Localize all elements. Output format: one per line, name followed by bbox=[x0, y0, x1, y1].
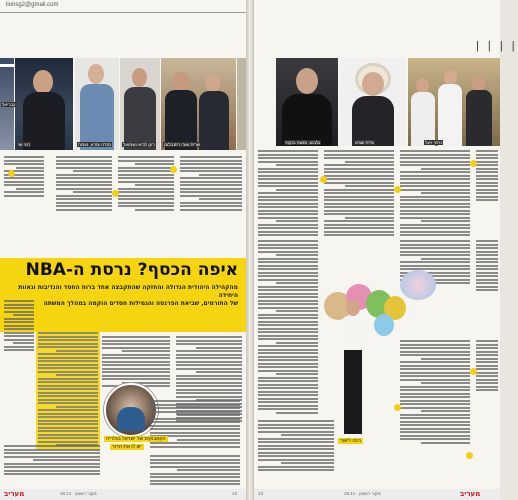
text-column bbox=[150, 455, 240, 487]
bullet-dot bbox=[466, 452, 473, 459]
bullet-dot bbox=[170, 166, 177, 173]
bullet-dot bbox=[394, 404, 401, 411]
article-subhead: מהקהילה היהודית הגדולה והחזקה שהתקבצה אחד ברוח החסד והנדיבות וגאוות היחידה bbox=[18, 284, 238, 299]
circle-caption: יש לו את הדור bbox=[112, 444, 142, 450]
text-column bbox=[4, 300, 34, 353]
text-column bbox=[4, 156, 44, 198]
highlight-column bbox=[36, 330, 100, 450]
page-footer bbox=[0, 489, 246, 500]
photo-caption: גלית שגיא bbox=[355, 140, 374, 145]
text-column bbox=[258, 240, 318, 415]
footer-meta: מקור ראשון · 18.11 bbox=[60, 491, 97, 496]
text-column bbox=[102, 336, 170, 389]
page-spine bbox=[246, 0, 254, 500]
text-column bbox=[180, 156, 242, 212]
photo-caption: שרית ואבי רוזנבלום bbox=[164, 142, 201, 147]
circle-caption: הקאבוקים של ישראל בגלריה bbox=[106, 436, 166, 442]
balloon bbox=[374, 314, 394, 336]
text-column bbox=[476, 240, 498, 293]
right-page bbox=[254, 0, 518, 500]
bullet-dot bbox=[470, 368, 477, 375]
text-column bbox=[476, 150, 498, 203]
woman-figure bbox=[342, 316, 364, 350]
photo-caption: גבריאל bbox=[2, 102, 16, 107]
photo-5 bbox=[161, 58, 236, 150]
photo-woman bbox=[340, 58, 406, 146]
text-column bbox=[258, 150, 318, 238]
text-column bbox=[118, 156, 174, 212]
paper-logo: מעריב bbox=[460, 490, 481, 498]
balloon-caption: נינה ליאור bbox=[340, 438, 361, 444]
page-number: 13 bbox=[258, 491, 264, 496]
bullet-dot bbox=[8, 170, 15, 177]
bullet-dot bbox=[112, 190, 119, 197]
paper-logo: מעריב bbox=[4, 490, 25, 498]
bullet-dot bbox=[470, 160, 477, 167]
text-column bbox=[400, 340, 470, 445]
left-page bbox=[0, 0, 246, 500]
page-footer bbox=[254, 489, 500, 500]
photo-caption: כרמי ויעל bbox=[425, 140, 443, 145]
photo-2 bbox=[15, 58, 73, 150]
text-column bbox=[258, 420, 334, 473]
photo-caption: רונן לביא ושמואל bbox=[123, 142, 155, 147]
bullet-dot bbox=[320, 176, 327, 183]
bullet-dot bbox=[394, 186, 401, 193]
balloon-cluster bbox=[400, 270, 436, 300]
article-headline: איפה הכסף? נרסת ה-NBA bbox=[25, 260, 238, 280]
photo-6 bbox=[237, 58, 246, 150]
text-column bbox=[324, 150, 394, 238]
photo-4 bbox=[120, 58, 160, 150]
woman-figure bbox=[344, 350, 362, 434]
section-marks: | | | | bbox=[476, 40, 518, 52]
woman-figure bbox=[346, 300, 360, 316]
text-column bbox=[56, 156, 112, 212]
article-subhead: של התורמים, שביאת הפרנסה והגמילות חסדים הוקמה במהלך המשתה bbox=[43, 300, 238, 307]
text-column bbox=[4, 445, 100, 477]
footer-meta: מקור ראשון · 18.11 bbox=[344, 491, 381, 496]
header-rule bbox=[0, 12, 246, 13]
photo-bald-man bbox=[276, 58, 338, 146]
photo-caption: גלבוע, ומשה בוקאי bbox=[285, 140, 321, 145]
photo-3 bbox=[75, 58, 119, 150]
photo-caption: סנדה עזרא, נעמה bbox=[78, 142, 112, 147]
email-text: lionsg2@gmail.com bbox=[6, 2, 59, 8]
photo-group bbox=[408, 58, 500, 146]
text-column bbox=[400, 150, 470, 238]
page-number: 12 bbox=[232, 491, 238, 496]
text-column bbox=[476, 340, 498, 393]
photo-caption: רוני שי bbox=[18, 142, 31, 147]
